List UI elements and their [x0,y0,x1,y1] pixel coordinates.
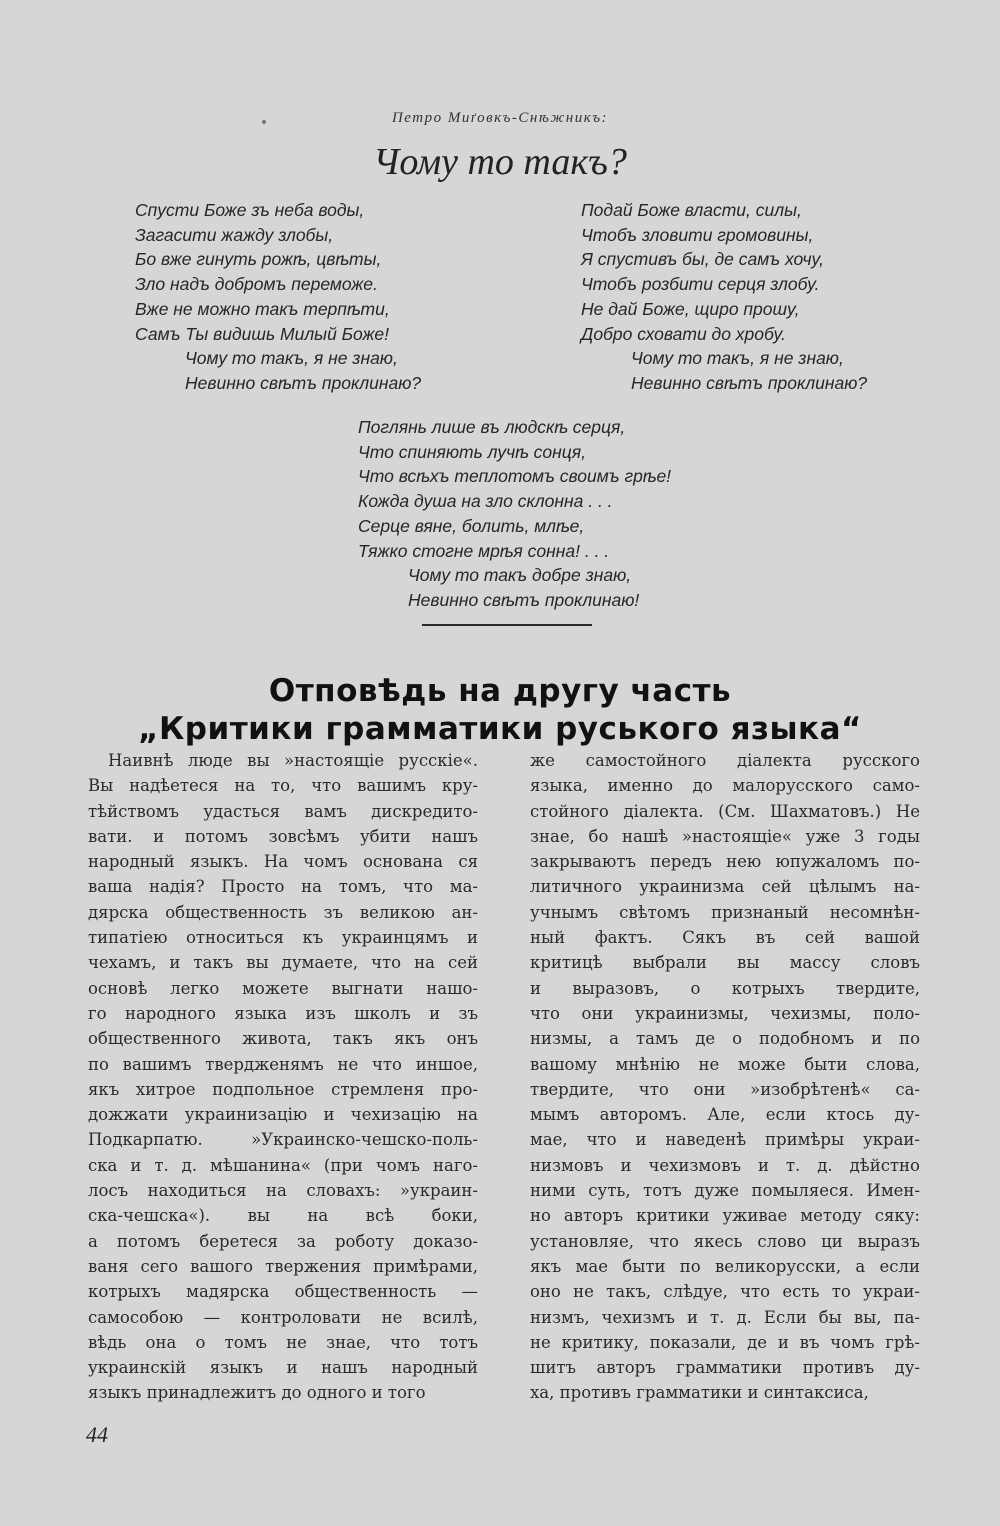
text-line: чехамъ, и такъ вы думаете, что на сей [88,953,478,973]
text-line: а потомъ беретеся за роботу доказо- [88,1231,478,1251]
text-line: го народного языка изъ школъ и зъ [88,1003,478,1023]
text-line: вѣдь она о томъ не знае, что тотъ [88,1332,478,1352]
article-title-line-2: „Критики грамматики руського языка“ [138,711,862,747]
text-line: вашому мнѣнію не може быти слова, [530,1054,920,1074]
text-line: учнымъ свѣтомъ признаный несомнѣн- [530,902,920,922]
poem-line: Добро сховати до хробу. [581,323,786,344]
text-line: якъ мае быти по великорусски, а если [530,1256,920,1276]
poem-line: Серце вяне, болить, млѣе, [358,515,585,536]
poem-line: Невинно свѣтъ проклинаю? [631,372,868,393]
article-title [0,672,1000,748]
text-line: твердите, что они »изобрѣтенѣ« са- [530,1079,920,1099]
poem-line: Невинно свѣтъ проклинаю? [185,372,422,393]
text-line: тѣйствомъ удасться вамъ дискредито- [88,801,478,821]
text-line: Наивнѣ люде вы »настоящіе русскіе«. [108,751,478,770]
text-line: что они украинизмы, чехизмы, поло- [530,1003,920,1023]
text-line: знае, бо нашѣ »настоящіе« уже 3 годы [530,826,920,846]
text-line: основѣ легко можете выгнати нашо- [88,978,478,998]
text-line: литичного украинизма сей цѣлымъ на- [530,877,920,897]
text-line: дярска общественность зъ великою ан- [88,902,478,922]
poem-line: Бо вже гинуть рожѣ, цвѣты, [135,249,382,270]
text-line: якъ хитрое подпольное стремленя про- [88,1079,478,1099]
text-line: критицѣ выбрали вы массу словъ [530,953,920,973]
text-line: установляе, что якесь слово ци выразъ [530,1231,920,1251]
text-line: оно не такъ, слѣдуе, что есть то украи- [530,1282,920,1302]
text-line: низмъ, чехизмъ и т. д. Если бы вы, па- [530,1307,920,1327]
text-line: котрыхъ мадярска общественность — [88,1282,478,1302]
text-line: мае, что и наведенѣ примѣры украи- [530,1130,920,1150]
text-line: но авторъ критики уживае методу сяку: [530,1206,920,1226]
poem-stanza-left [135,198,421,396]
text-line: вати. и потомъ зовсѣмъ убити нашъ [88,826,478,846]
text-line: ваня сего вашого твержения примѣрами, [88,1256,478,1276]
text-line: шитъ авторъ грамматики противъ ду- [530,1358,920,1378]
text-line: типатіею относиться къ украинцямъ и [88,928,478,948]
poem-line: Спусти Боже зъ неба воды, [135,200,365,220]
article-column-right [530,748,920,1406]
poem-line: Чтобъ розбити серця злобу. [581,274,820,295]
text-line: мымъ авторомъ. Але, если ктось ду- [530,1105,920,1125]
poem-line: Чому то такъ, я не знаю, [631,348,844,369]
text-line: лосъ находиться на словахъ: »украин- [88,1181,478,1201]
text-line: закрываютъ передъ нею юпужаломъ по- [530,852,920,872]
poem-line: Загасити жажду злобы, [135,224,334,245]
text-line: украинскій языкъ и нашъ народный [88,1358,478,1378]
text-line: дожжати украинизацію и чехизацію на [88,1105,478,1125]
poem-author: Петро Миґовкъ-Снѣжникъ: [391,110,609,126]
text-line: языкъ принадлежитъ до одного и того [88,1383,426,1403]
poem-line: Зло надъ добромъ переможе. [135,274,378,295]
poem-line: Чому то такъ, я не знаю, [185,348,398,369]
text-line: низмовъ и чехизмовъ и т. д. дѣйстно [530,1155,920,1175]
text-line: общественного живота, такъ якъ онъ [88,1029,478,1049]
section-divider [422,624,592,626]
poem-line: Самъ Ты видишь Милый Боже! [135,323,390,344]
text-line: по вашимъ твердженямъ не что иншое, [88,1054,478,1074]
poem-stanza-right [581,198,867,396]
poem-line: Не дай Боже, щиро прошу, [581,298,800,319]
poem-stanza-center [358,415,671,613]
text-line: языка, именно до малорусского само- [530,776,920,796]
poem-line: Чому то такъ добре знаю, [408,565,632,586]
text-line: Вы надѣетеся на то, что вашимъ кру- [88,776,478,796]
text-line: ха, противъ грамматики и синтаксиса, [530,1383,869,1403]
text-line: низмы, а тамъ де о подобномъ и по [530,1029,920,1049]
text-line: ный фактъ. Сякъ въ сей вашой [530,928,920,948]
text-line: ска и т. д. мѣшанина« (при чомъ наго- [88,1155,478,1175]
scan-speck [262,120,266,124]
article-title-line-1: Отповѣдь на другу часть [268,673,732,709]
article-column-left [88,748,478,1406]
text-line: Подкарпатю. »Украинско-чешско-поль- [88,1130,478,1150]
text-line: ними суть, тотъ дуже помыляеся. Имен- [530,1181,920,1201]
poem-line: Кожда душа на зло склонна . . . [358,491,613,512]
poem-line: Подай Боже власти, силы, [581,200,802,220]
text-line: самособою — контроловати не всилѣ, [88,1307,478,1327]
text-line: не критику, показали, де и въ чомъ грѣ- [530,1332,920,1352]
poem-title: Чому то такъ? [373,141,627,183]
text-line: стойного діалекта. (См. Шахматовъ.) Не [530,801,920,821]
page-number: 44 [86,1422,108,1447]
text-line: народный языкъ. На чомъ основана ся [88,852,478,872]
poem-line: Вже не можно такъ терпѣти, [135,298,390,319]
text-line: же самостойного діалекта русского [530,751,920,770]
poem-line: Что спиняють лучѣ сонця, [358,441,586,462]
poem-line: Поглянь лише въ людскѣ серця, [358,417,626,437]
poem-line: Что всѣхъ теплотомъ своимъ грѣе! [358,466,672,487]
poem-line: Невинно свѣтъ проклинаю! [408,589,640,610]
poem-line: Тяжко стогне мрѣя сонна! . . . [358,540,610,561]
poem-line: Чтобъ зловити громовины, [581,224,814,245]
text-line: и выразовъ, о котрыхъ твердите, [530,978,920,998]
text-line: ска-чешска«). вы на всѣ боки, [88,1206,478,1226]
poem-line: Я спустивъ бы, де самъ хочу, [581,249,824,270]
text-line: ваша надія? Просто на томъ, что ма- [88,877,478,897]
